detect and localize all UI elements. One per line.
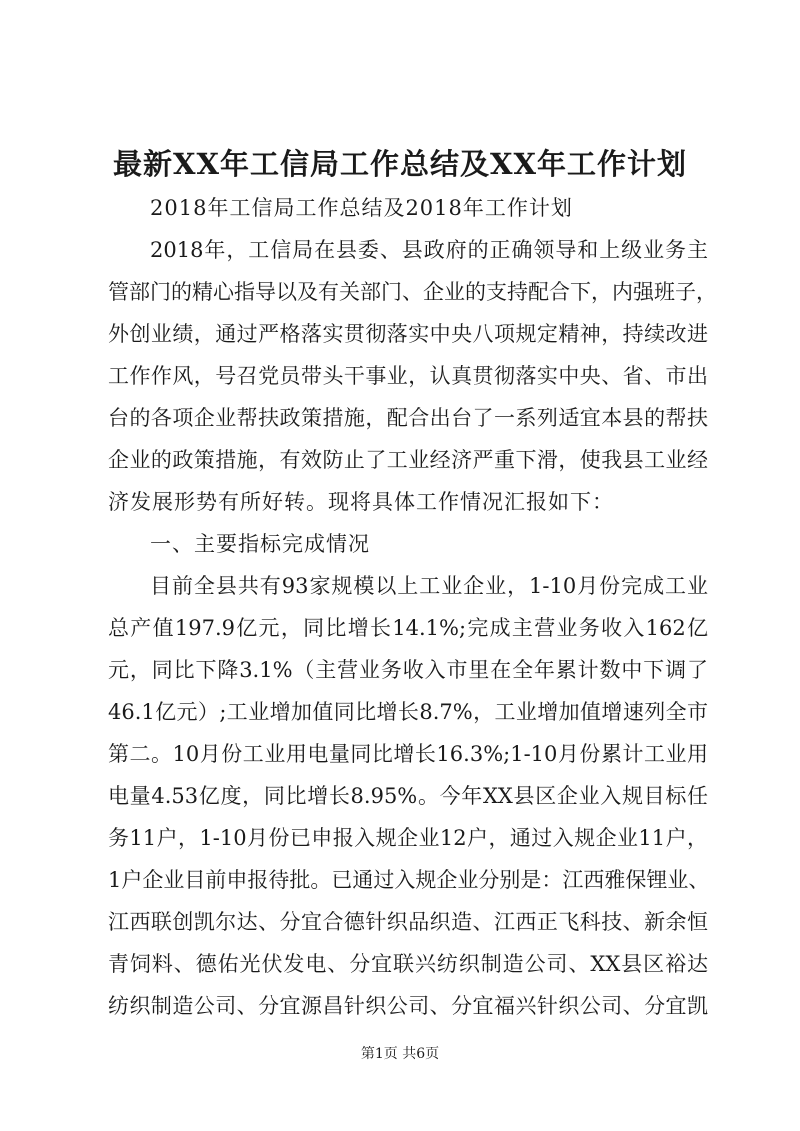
paragraph-line: 目前全县共有93家规模以上工业企业，1-10月份完成工业 — [150, 574, 708, 598]
paragraph-line: 台的各项企业帮扶政策措施，配合出台了一系列适宜本县的帮扶 — [108, 406, 708, 430]
paragraph-line: 管部门的精心指导以及有关部门、企业的支持配合下，内强班子， — [108, 280, 717, 304]
paragraph-line: 江西联创凯尔达、分宜合德针织品织造、江西正飞科技、新余恒 — [108, 910, 708, 934]
section-heading: 一、主要指标完成情况 — [150, 532, 370, 556]
paragraph-line: 46.1亿元）;工业增加值同比增长8.7%，工业增加值增速列全市 — [108, 700, 708, 724]
paragraph-line: 外创业绩，通过严格落实贯彻落实中央八项规定精神，持续改进 — [108, 322, 708, 346]
paragraph-line: 青饲料、德佑光伏发电、分宜联兴纺织制造公司、XX县区裕达 — [108, 952, 708, 976]
paragraph-line: 2018年，工信局在县委、县政府的正确领导和上级业务主 — [150, 238, 708, 262]
paragraph-line: 总产值197.9亿元，同比增长14.1%;完成主营业务收入162亿 — [108, 616, 708, 640]
document-title: 最新XX年工信局工作总结及XX年工作计划 — [112, 147, 687, 181]
paragraph-line: 元，同比下降3.1%（主营业务收入市里在全年累计数中下调了 — [108, 658, 708, 682]
paragraph-line: 工作作风，号召党员带头干事业，认真贯彻落实中央、省、市出 — [108, 364, 708, 388]
paragraph-line: 济发展形势有所好转。现将具体工作情况汇报如下： — [108, 490, 614, 514]
paragraph-line: 1户企业目前申报待批。已通过入规企业分别是：江西雅保锂业、 — [108, 868, 710, 892]
document-subtitle: 2018年工信局工作总结及2018年工作计划 — [150, 196, 573, 220]
paragraph-line: 电量4.53亿度，同比增长8.95%。今年XX县区企业入规目标任 — [108, 784, 708, 808]
paragraph-line: 第二。10月份工业用电量同比增长16.3%;1-10月份累计工业用 — [108, 742, 708, 766]
paragraph-line: 纺织制造公司、分宜源昌针织公司、分宜福兴针织公司、分宜凯 — [108, 994, 708, 1018]
paragraph-line: 务11户，1-10月份已申报入规企业12户，通过入规企业11户， — [108, 826, 708, 850]
page-number: 第1页 共6页 — [360, 1046, 440, 1062]
paragraph-line: 企业的政策措施，有效防止了工业经济严重下滑，使我县工业经 — [108, 448, 708, 472]
